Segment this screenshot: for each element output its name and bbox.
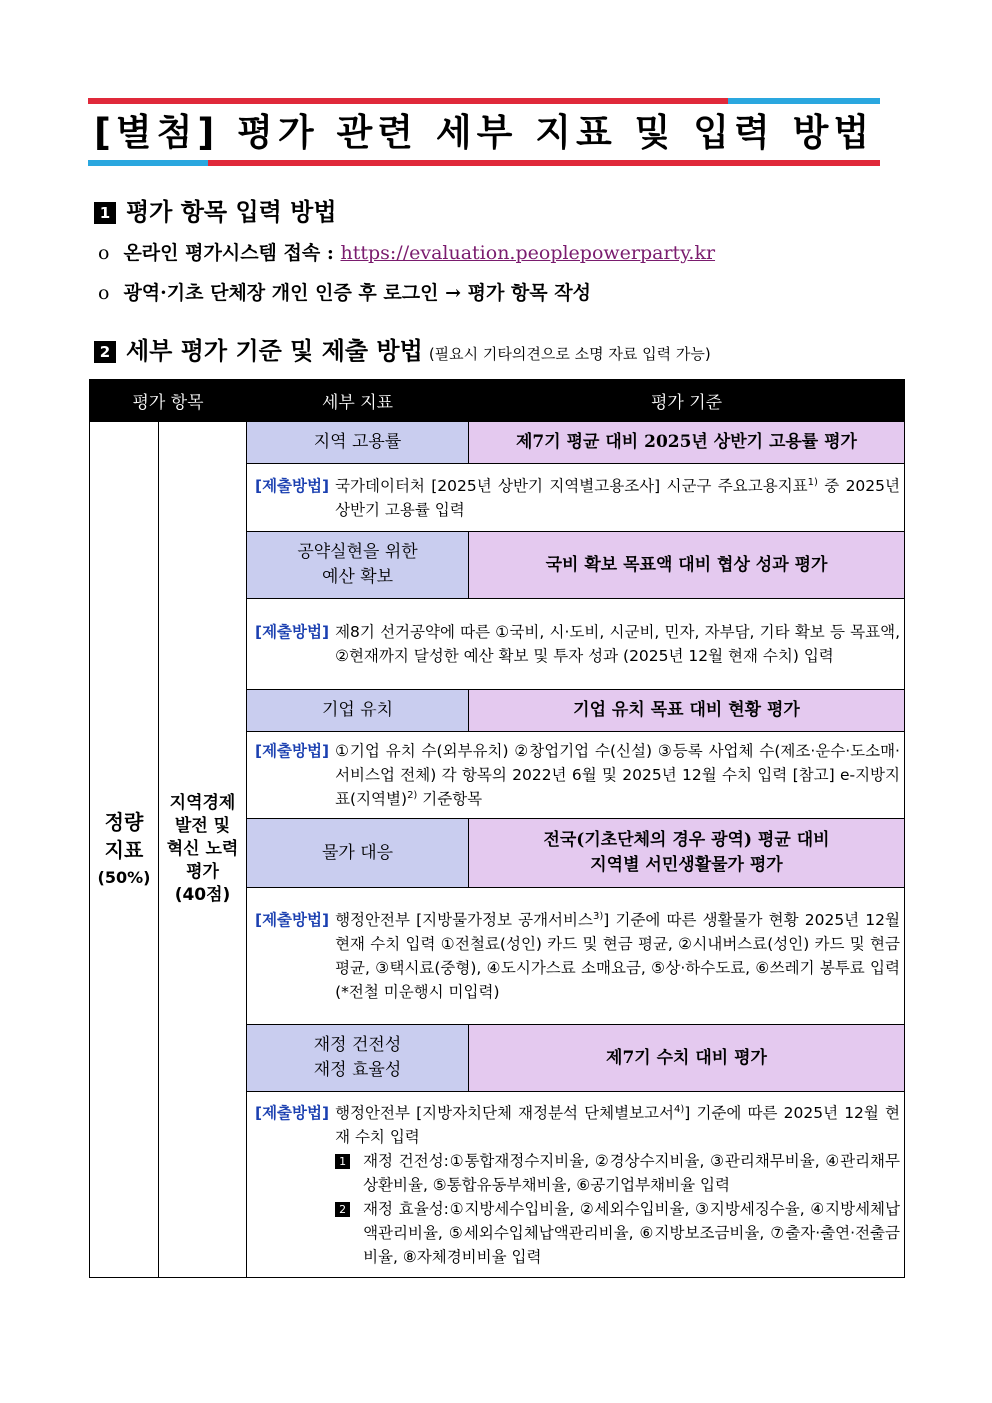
section2-number: 2: [94, 341, 116, 363]
method-text: 국가데이터처 [2025년 상반기 지역별고용조사] 시군구 주요고용지표$^{1)}$ 중 2025년 상반기 고용률 입력: [335, 476, 900, 519]
section2-note: (필요시 기타의견으로 소명 자료 입력 가능): [428, 345, 711, 363]
criteria-cell: [469, 1025, 905, 1092]
sub-item-text: 재정 건전성:①통합재정수지비율, ②경상수지비율, ③관리채무비율, ④관리채무상환비율, ⑤통합유동부채비율, ⑥공기업부채비율 입력: [363, 1151, 900, 1194]
subcategory-line: 발전 및: [174, 816, 231, 836]
bullet2-text: 광역·기초 단체장 개인 인증 후 로그인 → 평가 항목 작성: [123, 282, 591, 304]
header-indicator: 세부 지표: [247, 380, 469, 422]
title-top-rule: [88, 98, 880, 104]
indicator-text: 물가 대응: [321, 842, 394, 863]
method-text: 행정안전부 [지방물가정보 공개서비스$^{3)}$] 기준에 따른 생활물가 현황 2025년 12월 현재 수치 입력 ①전철료(성인) 카드 및 현금 평균, ②시내버스료(성인) 카드 및 현금 평균, ③택시료(중형), ④도시가스료 소매요금, ⑤상·하수도료, ⑥쓰레기 봉투료 입력 (*전철 미운행시 미입력): [335, 910, 900, 1001]
method-label: [제출방법]: [255, 623, 330, 641]
method-cell: [247, 732, 905, 819]
bullet1-text: 온라인 평가시스템 접속 :: [123, 242, 341, 264]
number-square-icon: 1: [335, 1154, 350, 1169]
criteria-text: 전국(기초단체의 경우 광역) 평균 대비: [543, 830, 830, 850]
number-square-icon: 2: [335, 1202, 350, 1217]
section1-title: 평가 항목 입력 방법: [126, 198, 337, 226]
subcategory-cell: [159, 422, 247, 1278]
indicator-text: 기업 유치: [321, 700, 394, 720]
method-cell: [247, 599, 905, 690]
method-label: [제출방법]: [255, 742, 330, 760]
indicator-text: 재정 건전성: [313, 1035, 402, 1055]
method-label: [제출방법]: [255, 1103, 330, 1122]
method-cell: [247, 888, 905, 1025]
evaluation-link[interactable]: https://evaluation.peoplepowerparty.kr: [340, 242, 716, 264]
sub-item: [335, 1149, 900, 1197]
indicator-text: 재정 효율성: [313, 1060, 402, 1080]
category-label: 정량: [104, 809, 144, 834]
sub-item: [335, 1197, 900, 1269]
section1-number: 1: [94, 202, 116, 224]
header-criteria: 평가 기준: [469, 380, 905, 422]
subcategory-line: 지역경제: [169, 793, 236, 813]
criteria-text: 국비 확보 목표액 대비 협상 성과 평가: [545, 554, 828, 575]
bullet-mark: o: [98, 282, 110, 304]
section2-title: 세부 평가 기준 및 제출 방법: [126, 337, 423, 365]
bullet-mark: o: [98, 242, 110, 264]
subcategory-line: 평가: [186, 862, 219, 882]
sub-item-text: 재정 효율성:①지방세수입비율, ②세외수입비율, ③지방세징수율, ④지방세체납액관리비율, ⑤세외수입체납액관리비율, ⑥지방보조금비율, ⑦출자·출연·전출금비율, ⑧자체경비비율 입력: [363, 1199, 900, 1266]
evaluation-table: [89, 379, 905, 1278]
footnote-ref: 4): [674, 1103, 685, 1115]
criteria-cell: [469, 690, 905, 732]
criteria-cell: [469, 422, 905, 464]
criteria-text: 지역별 서민생활물가 평가: [590, 855, 783, 875]
subcategory-points: (40점): [174, 885, 231, 905]
category-weight: (50%): [97, 867, 151, 887]
page-title: [별첨] 평가 관련 세부 지표 및 입력 방법: [93, 111, 875, 154]
method-text: 제8기 선거공약에 따른 ①국비, 시·도비, 시군비, 민자, 자부담, 기타 확보 등 목표액, ②현재까지 달성한 예산 확보 및 투자 성과 (2025년 12월 현재 수치) 입력: [335, 623, 900, 665]
criteria-cell: [469, 819, 905, 888]
indicator-cell: [247, 422, 469, 464]
indicator-cell: [247, 532, 469, 599]
section2-heading: [94, 331, 711, 366]
method-label: [제출방법]: [255, 911, 330, 929]
indicator-text: 지역 고용률: [313, 432, 402, 452]
criteria-cell: [469, 532, 905, 599]
criteria-text: 제7기 수치 대비 평가: [606, 1047, 767, 1068]
method-text: 행정안전부 [지방자치단체 재정분석 단체별보고서$^{4)}$] 기준에 따른 2025년 12월 현재 수치 입력 1 재정 건전성:①통합재정수지비율, ②경상수지비율, ③관리채무비율, ④관리채무상환비율, ⑤통합유동부채비율, ⑥공기업부채비율 입력 2 재정 효율성:①지방세수입비율, ②세외수입비율, ③지방세징수율, ④지방세체납액관리비율, ⑤세외수입체납액관리비율, ⑥지방보조금비율, ⑦출자·출연·전출금비율, ⑧자체경비비율 입력: [335, 1101, 900, 1269]
footnote-ref: 2): [407, 789, 418, 801]
criteria-text: 기업 유치 목표 대비 현황 평가: [573, 700, 800, 720]
method-text: ①기업 유치 수(외부유치) ②창업기업 수(신설) ③등록 사업체 수(제조·운수·도소매·서비스업 전체) 각 항목의 2022년 6월 및 2025년 12월 수치 입력 [참고] e-지방지표(지역별)$^{2)}$ 기준항목: [335, 742, 900, 808]
indicator-text: 공약실현을 위한: [297, 542, 418, 562]
indicator-cell: [247, 690, 469, 732]
indicator-cell: [247, 819, 469, 888]
title-banner: [88, 98, 880, 166]
header-eval-item: 평가 항목: [90, 380, 247, 422]
method-cell: [247, 464, 905, 532]
category-label: 지표: [104, 837, 144, 862]
indicator-cell: [247, 1025, 469, 1092]
footnote-ref: 1): [807, 476, 818, 488]
method-cell: [247, 1092, 905, 1278]
indicator-text: 예산 확보: [321, 567, 394, 587]
title-bottom-rule: [88, 160, 880, 166]
criteria-text: 제7기 평균 대비 2025년 상반기 고용률 평가: [516, 432, 857, 452]
bullet-login: [98, 278, 591, 305]
footnote-ref: 3): [592, 910, 604, 922]
section1-heading: [94, 192, 337, 227]
bullet-online-access: [98, 238, 715, 265]
category-cell: [90, 422, 159, 1278]
method-label: [제출방법]: [255, 476, 330, 495]
subcategory-line: 혁신 노력: [166, 839, 239, 859]
